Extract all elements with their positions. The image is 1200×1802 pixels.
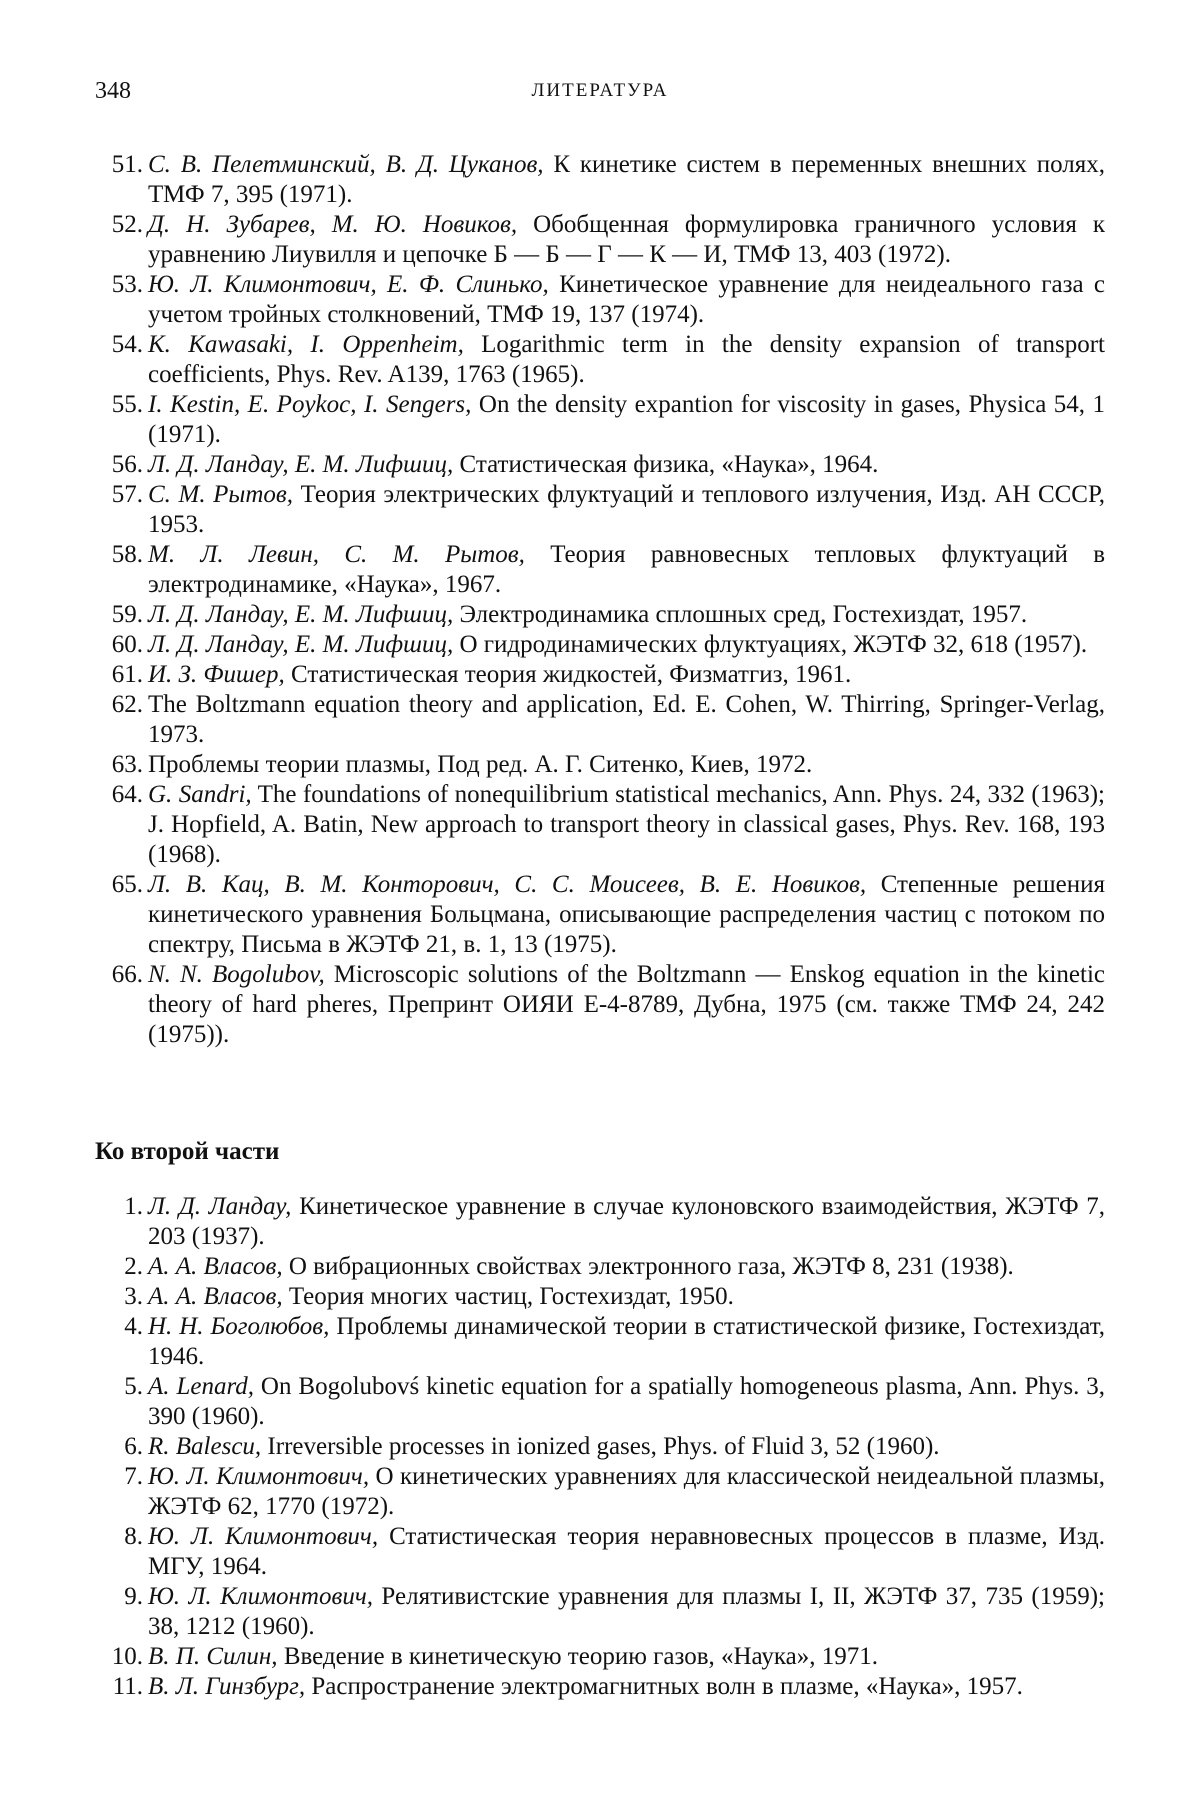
reference-text: Степенные решения кинетического уравнения Больцмана, описывающие распределения частиц с потоком по спектру, Письма в ЖЭТФ 21, в. 1, 13 (1975). xyxy=(148,871,1105,958)
reference-item xyxy=(95,1192,1105,1252)
reference-authors: Ю. Л. Климонтович, xyxy=(148,1583,374,1610)
reference-number: 65. xyxy=(111,871,143,898)
reference-item xyxy=(95,870,1105,960)
reference-text: Статистическая теория жидкостей, Физматгиз, 1961. xyxy=(284,661,852,688)
reference-authors: Л. Д. Ландау, Е. М. Лифшиц, xyxy=(148,601,454,628)
reference-authors: K. Kawasaki, I. Oppenheim, xyxy=(148,331,464,358)
reference-authors: I. Kestin, E. Poykoc, I. Sengers, xyxy=(148,391,472,418)
reference-text: Распространение электромагнитных волн в плазме, «Наука», 1957. xyxy=(305,1673,1023,1700)
reference-authors: Л. Д. Ландау, xyxy=(148,1193,292,1220)
reference-list-part-one xyxy=(95,150,1105,1050)
reference-number: 62. xyxy=(111,691,143,718)
reference-text: Irreversible processes in ionized gases, Phys. of Fluid 3, 52 (1960). xyxy=(261,1433,940,1460)
reference-number: 63. xyxy=(111,751,143,778)
reference-item xyxy=(95,450,1105,480)
reference-text: К кинетике систем в переменных внешних полях, ТМФ 7, 395 (1971). xyxy=(148,151,1105,208)
reference-list-part-two xyxy=(95,1192,1105,1702)
reference-authors: G. Sandri, xyxy=(148,781,252,808)
reference-text: The foundations of nonequilibrium statistical mechanics, Ann. Phys. 24, 332 (1963); J. Hopfield, A. Batin, New approach to transport theory in classical gases, Phys. Rev. 168, 193 (1968). xyxy=(148,781,1106,868)
reference-item xyxy=(95,150,1105,210)
book-page xyxy=(95,70,1105,1702)
reference-text: О кинетических уравнениях для классической неидеальной плазмы, ЖЭТФ 62, 1770 (1972). xyxy=(148,1463,1105,1520)
reference-authors: А. А. Власов, xyxy=(148,1253,283,1280)
reference-number: 55. xyxy=(111,391,143,418)
reference-item xyxy=(95,1252,1105,1282)
reference-authors: В. Л. Гинзбург, xyxy=(148,1673,306,1700)
reference-authors: С. М. Рытов, xyxy=(148,481,293,508)
reference-authors: Д. Н. Зубарев, М. Ю. Новиков, xyxy=(148,211,518,238)
reference-item xyxy=(95,1642,1105,1672)
reference-number: 52. xyxy=(111,211,143,238)
section-title: Ко второй части xyxy=(95,1138,280,1165)
reference-item xyxy=(95,1282,1105,1312)
reference-text: The Boltzmann equation theory and application, Ed. E. Cohen, W. Thirring, Springer-Verlag, 1973. xyxy=(148,691,1105,748)
reference-number: 9. xyxy=(124,1583,143,1610)
reference-number: 53. xyxy=(111,271,143,298)
reference-item xyxy=(95,780,1105,870)
reference-item xyxy=(95,660,1105,690)
reference-item xyxy=(95,480,1105,540)
reference-number: 61. xyxy=(111,661,143,688)
reference-item xyxy=(95,270,1105,330)
reference-authors: Ю. Л. Климонтович, xyxy=(148,1523,379,1550)
reference-authors: А. А. Власов, xyxy=(148,1283,283,1310)
reference-item xyxy=(95,1672,1105,1702)
reference-number: 54. xyxy=(111,331,143,358)
reference-text: Кинетическое уравнение в случае кулоновского взаимодействия, ЖЭТФ 7, 203 (1937). xyxy=(148,1193,1105,1250)
reference-number: 7. xyxy=(124,1463,143,1490)
reference-text: Теория электрических флуктуаций и теплового излучения, Изд. АН СССР, 1953. xyxy=(148,481,1105,538)
page-number: 348 xyxy=(95,78,131,104)
reference-item xyxy=(95,390,1105,450)
reference-authors: С. В. Пелетминский, В. Д. Цуканов, xyxy=(148,151,544,178)
reference-text: Статистическая физика, «Наука», 1964. xyxy=(453,451,879,478)
reference-authors: R. Balescu, xyxy=(148,1433,262,1460)
reference-authors: И. З. Фишер, xyxy=(148,661,285,688)
reference-authors: Н. Н. Боголюбов, xyxy=(148,1313,330,1340)
reference-number: 51. xyxy=(111,151,143,178)
reference-number: 8. xyxy=(124,1523,143,1550)
reference-number: 4. xyxy=(124,1313,143,1340)
reference-authors: Л. Д. Ландау, Е. М. Лифшиц, xyxy=(148,631,454,658)
reference-item xyxy=(95,960,1105,1050)
reference-text: Logarithmic term in the density expansion of transport coefficients, Phys. Rev. A139, 1763 (1965). xyxy=(148,331,1105,388)
reference-item xyxy=(95,1522,1105,1582)
reference-authors: Л. Д. Ландау, Е. М. Лифшиц, xyxy=(148,451,454,478)
reference-text: Обобщенная формулировка граничного условия к уравнению Лиувилля и цепочке Б — Б — Г — К — И, ТМФ 13, 403 (1972). xyxy=(148,211,1105,268)
reference-text: On Bogolubovś kinetic equation for a spatially homogeneous plasma, Ann. Phys. 3, 390 (1960). xyxy=(148,1373,1105,1430)
reference-text: Статистическая теория неравновесных процессов в плазме, Изд. МГУ, 1964. xyxy=(148,1523,1105,1580)
reference-authors: Ю. Л. Климонтович, Е. Ф. Слинько, xyxy=(148,271,549,298)
reference-text: О вибрационных свойствах электронного газа, ЖЭТФ 8, 231 (1938). xyxy=(282,1253,1014,1280)
reference-item xyxy=(95,1312,1105,1372)
reference-authors: Л. В. Кац, В. М. Конторович, С. С. Моисеев, В. Е. Новиков, xyxy=(148,871,867,898)
reference-number: 5. xyxy=(124,1373,143,1400)
reference-authors: A. Lenard, xyxy=(148,1373,254,1400)
reference-item xyxy=(95,1582,1105,1642)
reference-number: 58. xyxy=(111,541,143,568)
reference-authors: В. П. Силин, xyxy=(148,1643,278,1670)
reference-number: 10. xyxy=(111,1643,143,1670)
reference-item xyxy=(95,210,1105,270)
reference-number: 6. xyxy=(124,1433,143,1460)
reference-item xyxy=(95,690,1105,750)
page-header xyxy=(95,70,1105,110)
reference-text: Проблемы динамической теории в статистической физике, Гостехиздат, 1946. xyxy=(148,1313,1105,1370)
reference-item xyxy=(95,1462,1105,1522)
reference-item xyxy=(95,540,1105,600)
reference-item xyxy=(95,1372,1105,1432)
reference-number: 56. xyxy=(111,451,143,478)
reference-item xyxy=(95,1432,1105,1462)
reference-number: 64. xyxy=(111,781,143,808)
reference-item xyxy=(95,630,1105,660)
reference-number: 3. xyxy=(124,1283,143,1310)
reference-text: Введение в кинетическую теорию газов, «Наука», 1971. xyxy=(277,1643,879,1670)
reference-number: 1. xyxy=(124,1193,143,1220)
reference-text: Microscopic solutions of the Boltzmann — Enskog equation in the kinetic theory of hard pheres, Препринт ОИЯИ Е-4-8789, Дубна, 1975 (см. также ТМФ 24, 242 (1975)). xyxy=(148,961,1105,1048)
reference-authors: Ю. Л. Климонтович, xyxy=(148,1463,370,1490)
reference-text: Релятивистские уравнения для плазмы I, II, ЖЭТФ 37, 735 (1959); 38, 1212 (1960). xyxy=(148,1583,1105,1640)
reference-text: Проблемы теории плазмы, Под ред. А. Г. Ситенко, Киев, 1972. xyxy=(148,751,813,778)
reference-item xyxy=(95,750,1105,780)
reference-text: О гидродинамических флуктуациях, ЖЭТФ 32, 618 (1957). xyxy=(453,631,1088,658)
reference-text: Электродинамика сплошных сред, Гостехиздат, 1957. xyxy=(453,601,1028,628)
reference-text: Теория многих частиц, Гостехиздат, 1950. xyxy=(282,1283,734,1310)
reference-number: 60. xyxy=(111,631,143,658)
reference-number: 59. xyxy=(111,601,143,628)
reference-number: 2. xyxy=(124,1253,143,1280)
reference-item xyxy=(95,600,1105,630)
reference-authors: N. N. Bogolubov, xyxy=(148,961,325,988)
reference-text: Кинетическое уравнение для неидеального газа с учетом тройных столкновений, ТМФ 19, 137 (1974). xyxy=(148,271,1105,328)
running-title: ЛИТЕРАТУРА xyxy=(531,80,669,101)
reference-number: 11. xyxy=(112,1673,143,1700)
reference-item xyxy=(95,330,1105,390)
reference-number: 57. xyxy=(111,481,143,508)
reference-number: 66. xyxy=(111,961,143,988)
reference-text: On the density expantion for viscosity in gases, Physica 54, 1 (1971). xyxy=(148,391,1105,448)
reference-text: Теория равновесных тепловых флуктуаций в электродинамике, «Наука», 1967. xyxy=(148,541,1105,598)
reference-authors: М. Л. Левин, С. М. Рытов, xyxy=(148,541,525,568)
